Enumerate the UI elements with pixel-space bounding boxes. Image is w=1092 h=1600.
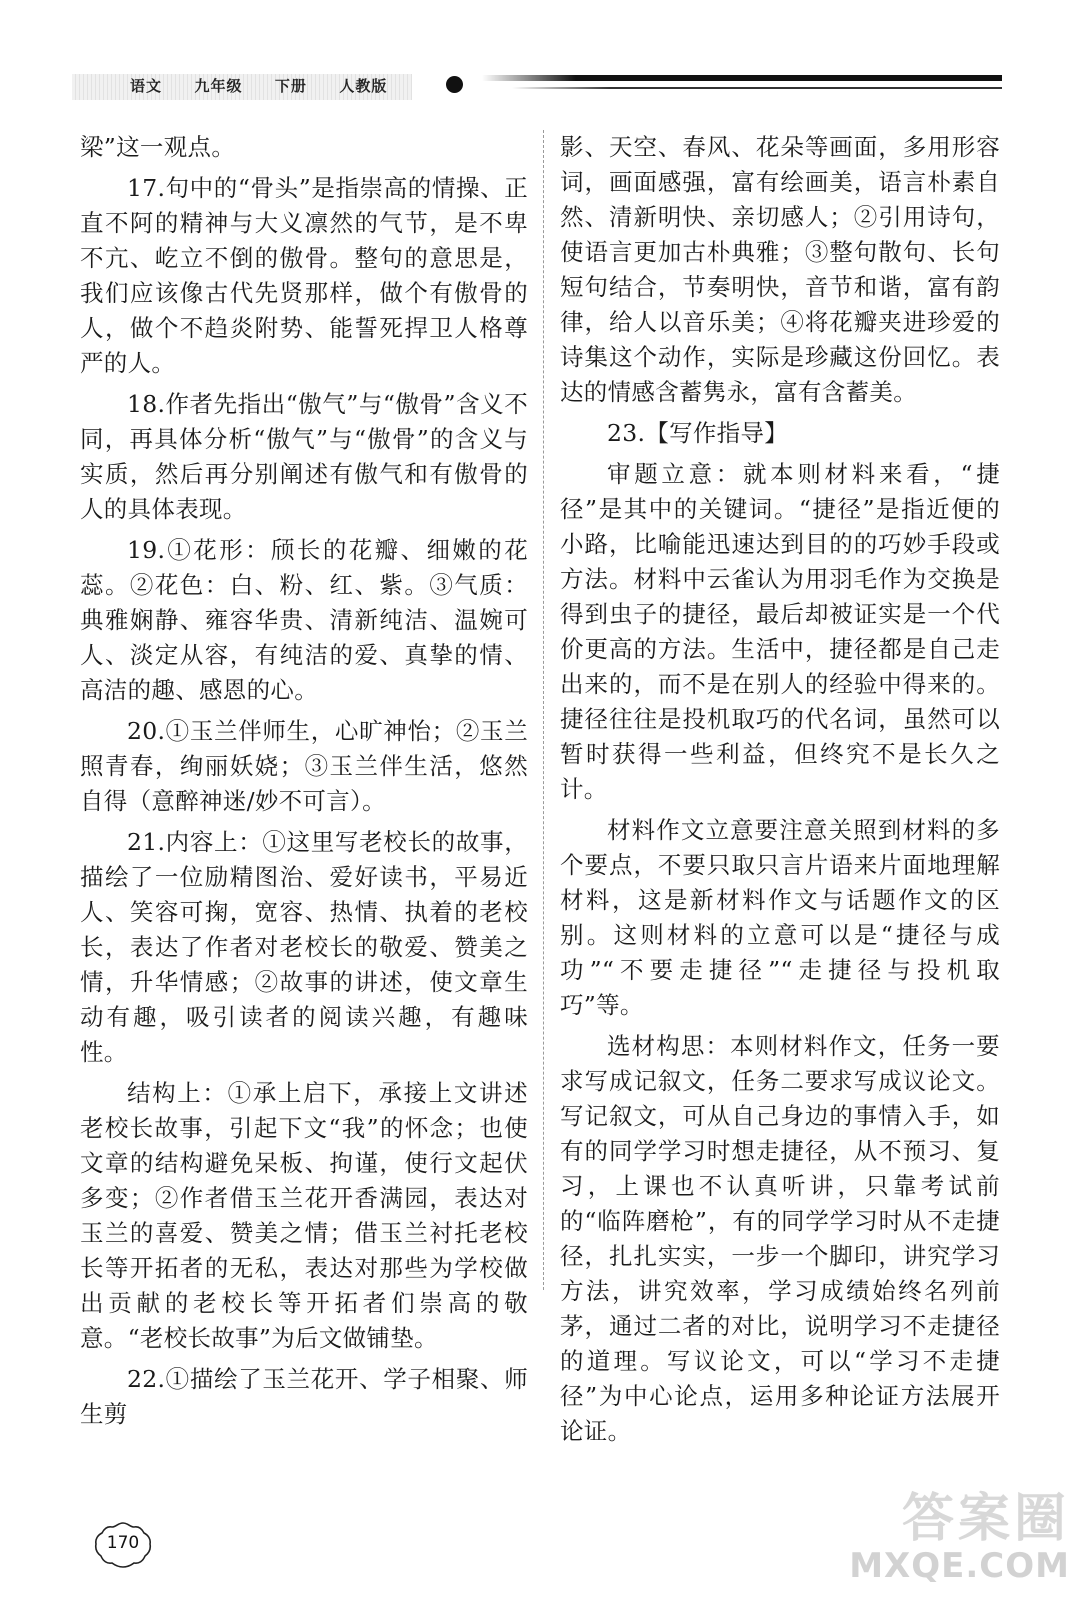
running-header (72, 66, 1002, 106)
answer-21-content: 21.内容上：①这里写老校长的故事，描绘了一位励精图治、爱好读书，平易近人、笑容可掬，宽容、热情、执着的老校长，表达了作者对老校长的敬爱、赞美之情，升华情感；②故事的讲述，使文章生动有趣，吸引读者的阅读兴趣，有趣味性。 (80, 828, 528, 1066)
left-column (80, 130, 528, 1432)
answer-23-structure: 选材构思：本则材料作文，任务一要求写成记叙文，任务二要求写成议论文。写记叙文，可从自己身边的事情入手，如有的同学学习时想走捷径，从不预习、复习，上课也不认真听讲，只靠考试前的“临阵磨枪”，有的同学学习时从不走捷径，扎扎实实，一步一个脚印，讲究学习方法，讲究效率，学习成绩始终名列前茅，通过二者的对比，说明学习不走捷径的道理。写议论文，可以“学习不走捷径”为中心论点，运用多种论证方法展开论证。 (560, 1032, 1000, 1445)
watermark (849, 1490, 1070, 1584)
page-number: 170 (106, 1533, 140, 1553)
answer-17: 17.句中的“骨头”是指崇高的情操、正直不阿的精神与大义凛然的气节，是不卑不亢、屹立不倒的傲骨。整句的意思是，我们应该像古代先贤那样，做个有傲骨的人，做个不趋炎附势、能誓死捍卫人格尊严的人。 (80, 174, 528, 377)
answer-23-heading: 23.【写作指导】 (607, 419, 789, 447)
answer-paragraph: 梁”这一观点。 (80, 133, 236, 161)
answer-21-structure: 结构上：①承上启下，承接上文讲述老校长故事，引起下文“我”的怀念；也使文章的结构避免呆板、拘谨，使行文起伏多变；②作者借玉兰花开香满园，表达对玉兰的喜爱、赞美之情；借玉兰衬托老校长等开拓者的无私，表达对那些为学校做出贡献的老校长等开拓者们崇高的敬意。“老校长故事”为后文做铺垫。 (80, 1079, 528, 1352)
watermark-logo: 答案圈 (901, 1489, 1070, 1549)
answer-22-continued: 影、天空、春风、花朵等画面，多用形容词，画面感强，富有绘画美，语言朴素自然、清新明快、亲切感人；②引用诗句，使语言更加古朴典雅；③整句散句、长句短句结合，节奏明快，音节和谐，富有韵律，给人以音乐美；④将花瓣夹进珍爱的诗集这个动作，实际是珍藏这份回忆。表达的情感含蓄隽永，富有含蓄美。 (560, 133, 1000, 406)
answer-19: 19.①花形：颀长的花瓣、细嫩的花蕊。②花色：白、粉、红、紫。③气质：典雅娴静、雍容华贵、清新纯洁、温婉可人、淡定从容，有纯洁的爱、真挚的情、高洁的趣、感恩的心。 (80, 536, 528, 704)
right-column (560, 130, 1000, 1449)
header-bullet-icon (446, 76, 463, 93)
header-rule-thin (512, 87, 1002, 89)
watermark-url: MXQE.COM (849, 1546, 1070, 1586)
header-rule-thick (482, 75, 1002, 81)
answer-22: 22.①描绘了玉兰花开、学子相聚、师生剪 (80, 1365, 528, 1428)
answer-23-topic: 审题立意：就本则材料来看，“捷径”是其中的关键词。“捷径”是指近便的小路，比喻能迅速达到目的的巧妙手段或方法。材料中云雀认为用羽毛作为交换是得到虫子的捷径，最后却被证实是一个代价更高的方法。生活中，捷径都是自己走出来的，而不是在别人的经验中得来的。捷径往往是投机取巧的代名词，虽然可以暂时获得一些利益，但终究不是长久之计。 (560, 460, 1000, 803)
answer-18: 18.作者先指出“傲气”与“傲骨”含义不同，再具体分析“傲气”与“傲骨”的含义与实质，然后再分别阐述有傲气和有傲骨的人的具体表现。 (80, 390, 528, 523)
column-divider (543, 130, 544, 1290)
answer-20: 20.①玉兰伴师生，心旷神怡；②玉兰照青春，绚丽妖娆；③玉兰伴生活，悠然自得（意醉神迷/妙不可言）。 (80, 717, 528, 815)
answer-23-material: 材料作文立意要注意关照到材料的多个要点，不要只取只言片语来片面地理解材料，这是新材料作文与话题作文的区别。这则材料的立意可以是“捷径与成功”“不要走捷径”“走捷径与投机取巧”等。 (560, 816, 1000, 1019)
header-title: 语文 九年级 下册 人教版 (130, 77, 388, 95)
page-number-badge (92, 1520, 154, 1570)
